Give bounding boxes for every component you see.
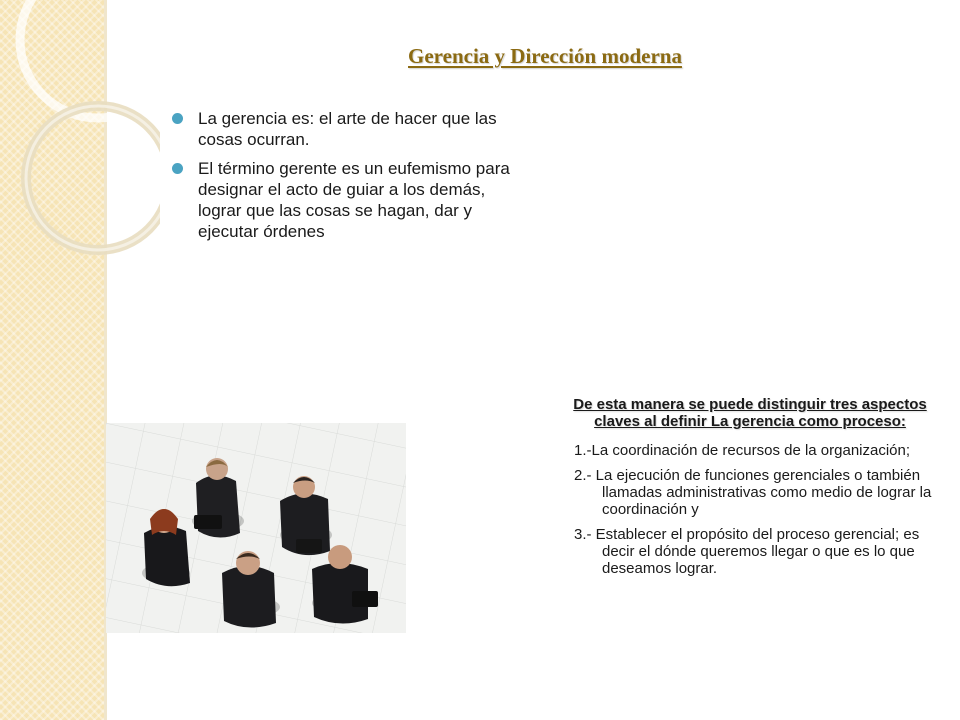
aspects-section	[562, 396, 938, 585]
bullet-dot-icon	[172, 113, 183, 124]
aspect-item: 1.-La coordinación de recursos de la organización;	[574, 442, 911, 459]
aspect-item: 3.- Establecer el propósito del proceso gerencial; es decir el dónde queremos llegar o que es lo que deseamos lograr.	[574, 526, 920, 577]
bullet-text: La gerencia es: el arte de hacer que las cosas ocurran.	[198, 109, 497, 149]
business-people-photo	[106, 423, 406, 633]
bullet-list	[172, 108, 532, 250]
bullet-dot-icon	[172, 163, 183, 174]
aspect-item: 2.- La ejecución de funciones gerenciales o también llamadas administrativas como medio de lograr la coordinación y	[574, 467, 932, 518]
bullet-item	[172, 108, 532, 150]
bullet-text: El término gerente es un eufemismo para designar el acto de guiar a los demás, lograr que las cosas se hagan, dar y ejecutar órdenes	[198, 159, 510, 241]
decorative-circles	[0, 0, 160, 320]
aspects-heading: De esta manera se puede distinguir tres aspectos claves al definir La gerencia como proceso:	[573, 396, 927, 430]
bullet-item	[172, 158, 532, 242]
slide-title: Gerencia y Dirección moderna	[408, 44, 682, 68]
